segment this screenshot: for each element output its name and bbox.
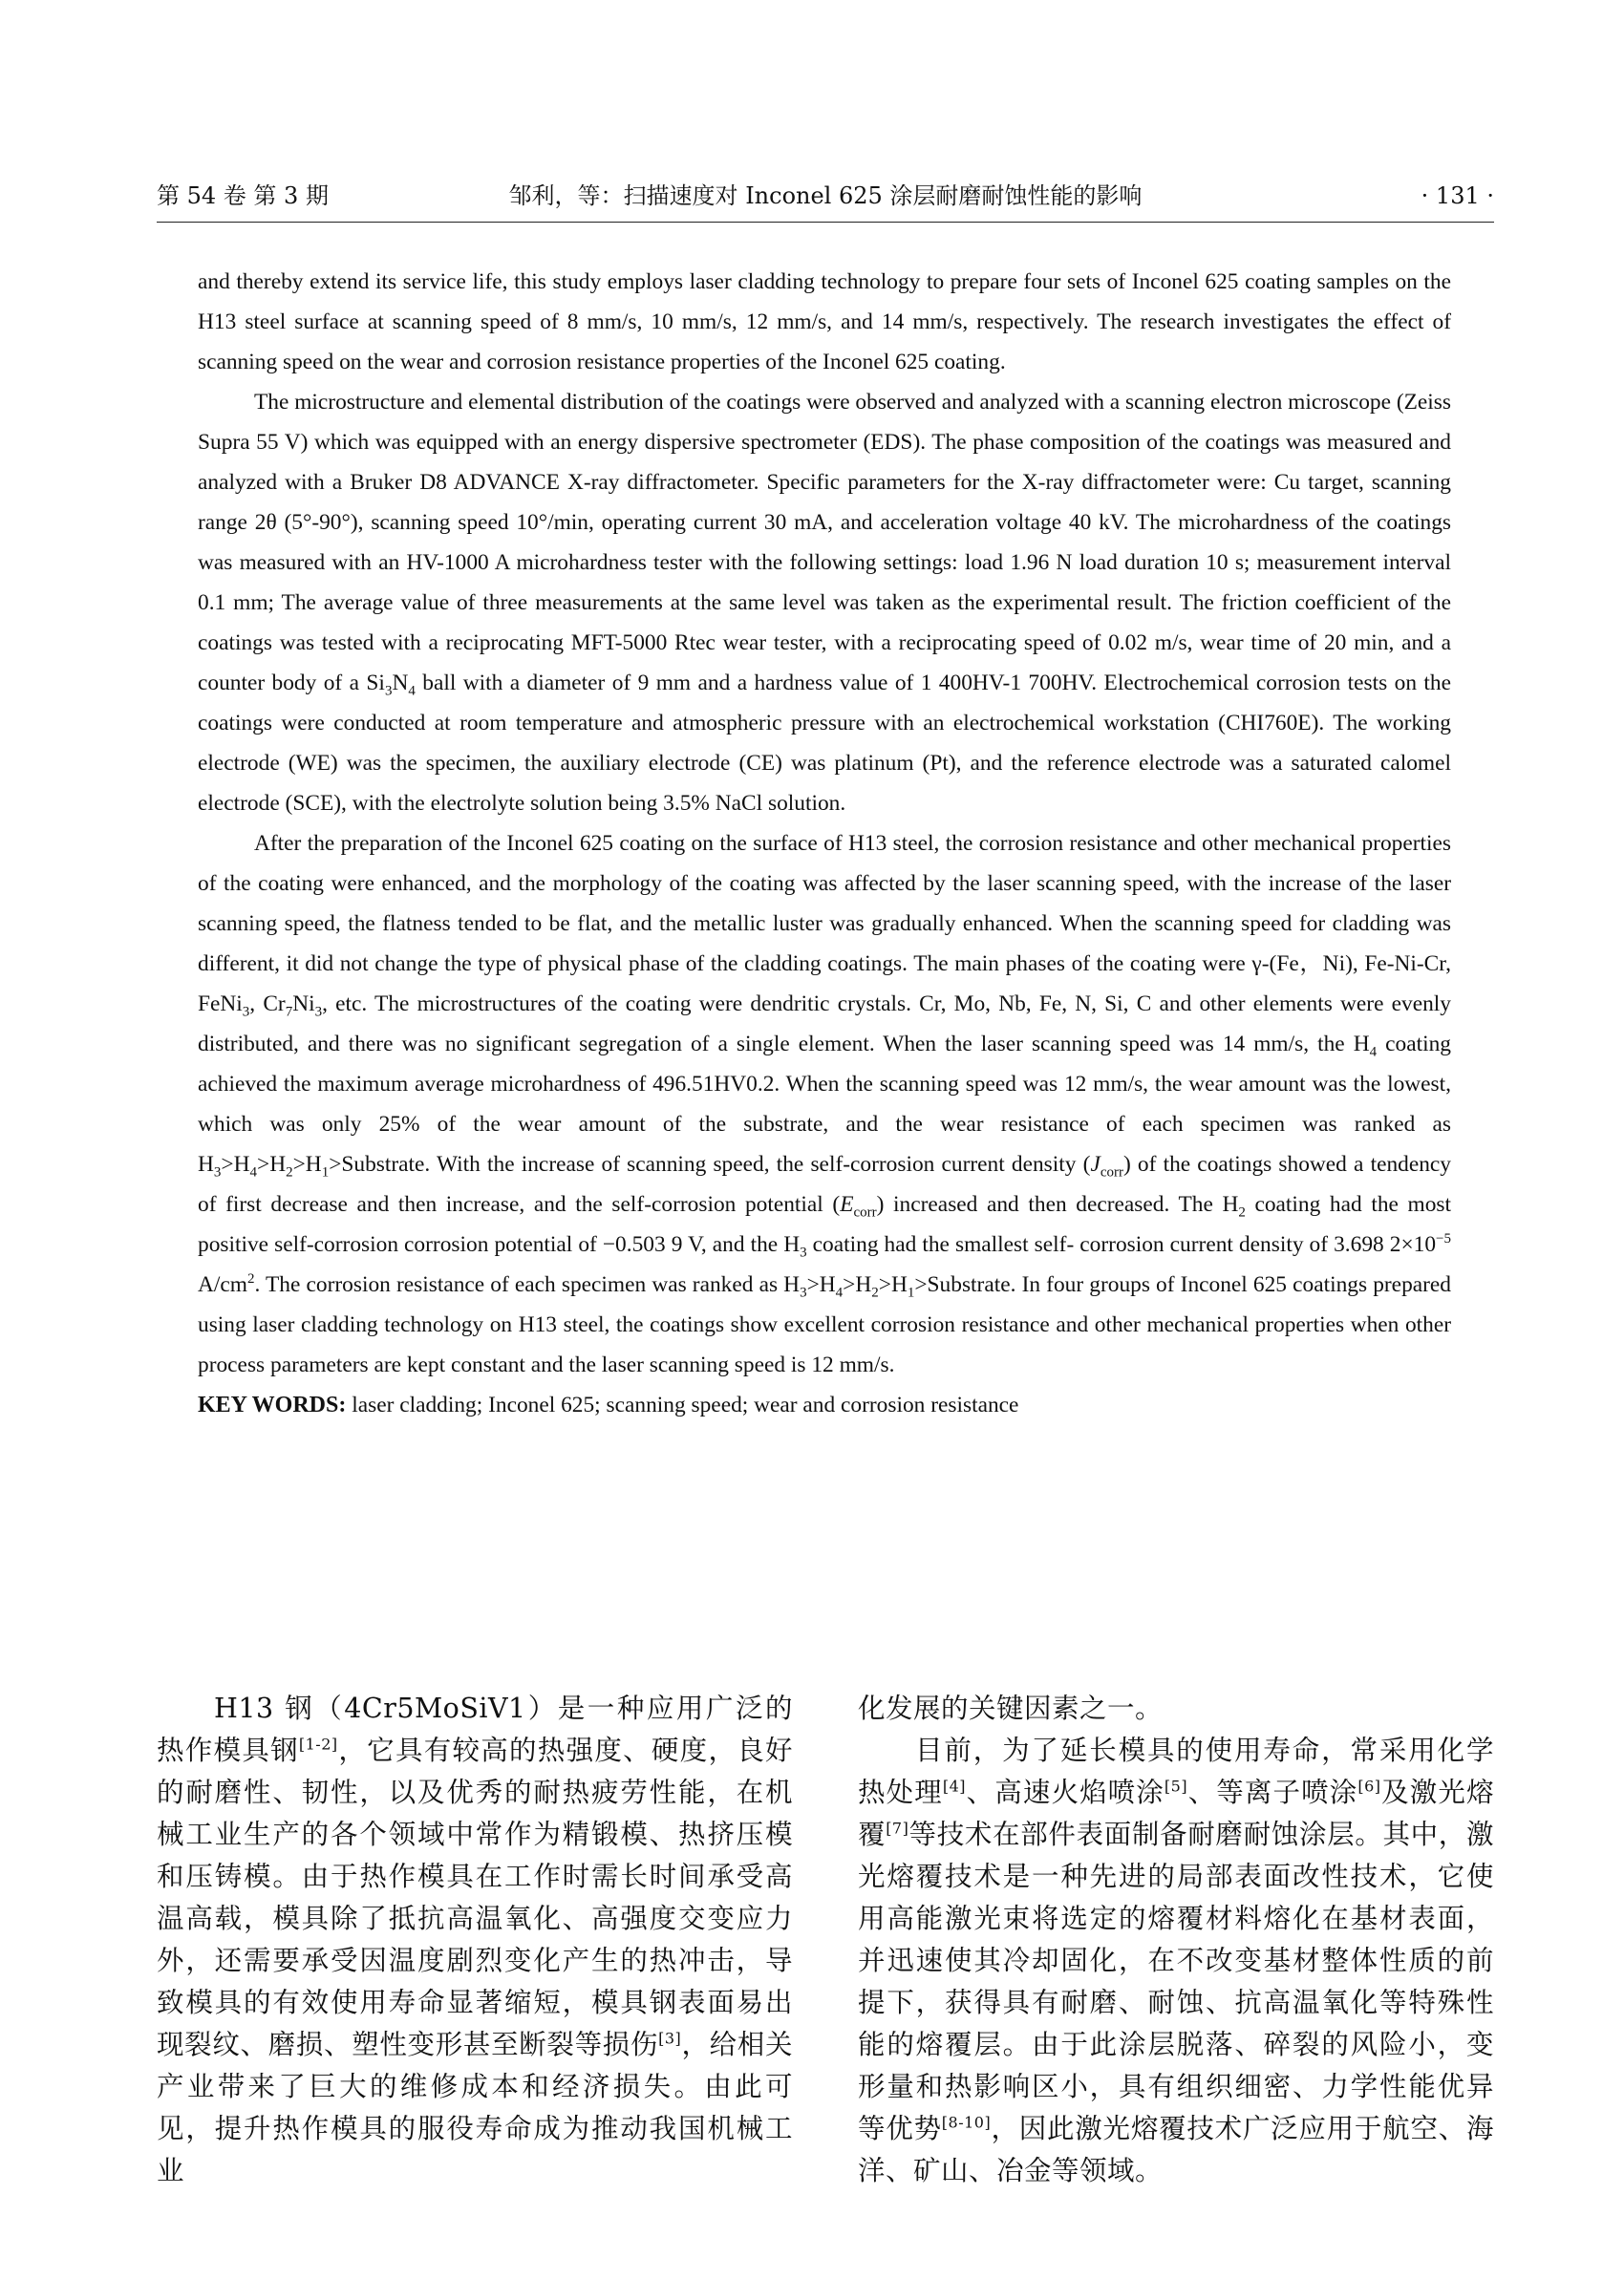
page-number: · 131 · bbox=[1421, 182, 1494, 209]
citation: [1-2] bbox=[298, 1735, 338, 1754]
abstract-paragraph-2: The microstructure and elemental distribution of the coatings were observed and analyzed with a scanning electron microscope (Zeiss Supra 55 V) which was equipped with an energy dispersive spectrometer (EDS). The phase composition of the coatings was measured and analyzed with a Bruker D8 ADVANCE X-ray diffractometer. Specific parameters for the X-ray diffractometer were: Cu target, scanning range 2θ (5°-90°), scanning speed 10°/min, operating current 30 mA, and acceleration voltage 40 kV. The microhardness of the coatings was measured with an HV-1000 A microhardness tester with the following settings: load 1.96 N load duration 10 s; measurement interval 0.1 mm; The average value of three measurements at the same level was taken as the experimental result. The friction coefficient of the coatings was tested with a reciprocating MFT-5000 Rtec wear tester, with a reciprocating speed of 0.02 m/s, wear time of 20 min, and a counter body of a $Si_3N_4$ ball with a diameter of 9 mm and a hardness value of 1 400HV-1 700HV. Electrochemical corrosion tests on the coatings were conducted at room temperature and atmospheric pressure with an electrochemical workstation (CHI760E). The working electrode (WE) was the specimen, the auxiliary electrode (CE) was platinum (Pt), and the reference electrode was a saturated calomel electrode (SCE), with the electrolyte solution being 3.5% NaCl solution. bbox=[198, 390, 1452, 816]
citation: [7] bbox=[886, 1819, 909, 1838]
body-paragraph-1: H13 钢（4Cr5MoSiV1）是一种应用广泛的热作模具钢[1-2]，它具有较高的热强度、硬度，良好的耐磨性、韧性，以及优秀的耐热疲劳性能，在机械工业生产的各个领域中常作为精锻模、热挤压模和压铸模。由于热作模具在工作时需长时间承受高温高载，模具除了抵抗高温氧化、高强度交变应力外，还需要承受因温度剧烈变化产生的热冲击，导致模具的有效使用寿命显著缩短，模具钢表面易出现裂纹、磨损、塑性变形甚至断裂等损伤[3]，给相关产业带来了巨大的维修成本和经济损失。由此可见，提升热作模具的服役寿命成为推动我国机械工业 bbox=[157, 1693, 793, 2186]
keywords bbox=[198, 1385, 1451, 1425]
header-rule bbox=[157, 222, 1494, 223]
abstract-paragraph-1: and thereby extend its service life, this study employs laser cladding technology to prepare four sets of Inconel 625 coating samples on the H13 steel surface at scanning speed of 8 mm/s, 10 mm/s, 12 mm/s, and 14 mm/s, respectively. The research investigates the effect of scanning speed on the wear and corrosion resistance properties of the Inconel 625 coating. bbox=[198, 269, 1451, 374]
citation: [8-10] bbox=[941, 2113, 992, 2132]
keywords-list: laser cladding; Inconel 625; scanning speed; wear and corrosion resistance bbox=[346, 1393, 1019, 1417]
chinese-body bbox=[157, 1688, 1494, 2186]
keywords-label: KEY WORDS: bbox=[198, 1393, 347, 1417]
body-paragraph-2: 目前，为了延长模具的使用寿命，常采用化学热处理[4]、高速火焰喷涂[5]、等离子喷涂[6]及激光熔覆[7]等技术在部件表面制备耐磨耐蚀涂层。其中，激光熔覆技术是一种先进的局部表面改性技术，它使用高能激光束将选定的熔覆材料熔化在基材表面，并迅速使其冷却固化，在不改变基材整体性质的前提下，获得具有耐磨、耐蚀、抗高温氧化等特殊性能的熔覆层。由于此涂层脱落、碎裂的风险小，变形量和热影响区小，具有组织细密、力学性能优异等优势[8-10]，因此激光熔覆技术广泛应用于航空、海洋、矿山、冶金等领域。 bbox=[858, 1735, 1494, 2186]
article-running-title: 邹利，等：扫描速度对 Inconel 625 涂层耐磨耐蚀性能的影响 bbox=[508, 182, 1143, 209]
citation: [3] bbox=[658, 2029, 682, 2048]
volume-issue: 第 54 卷 第 3 期 bbox=[157, 182, 329, 209]
body-column-right bbox=[858, 1688, 1494, 2192]
citation: [5] bbox=[1164, 1777, 1188, 1796]
citation: [4] bbox=[942, 1777, 967, 1796]
body-paragraph-1-end: 化发展的关键因素之一。 bbox=[858, 1693, 1164, 1724]
citation: [6] bbox=[1357, 1777, 1381, 1796]
abstract-paragraph-3: After the preparation of the Inconel 625 coating on the surface of H13 steel, the corrosion resistance and other mechanical properties of the coating were enhanced, and the morphology of the coating was affected by the laser scanning speed, with the increase of the laser scanning speed, the flatness tended to be flat, and the metallic luster was gradually enhanced. When the scanning speed for cladding was different, it did not change the type of physical phase of the cladding coatings. The main phases of the coating were γ-(Fe，Ni), Fe-Ni-Cr, FeNi$_3$, $Cr_7Ni_3$, etc. The microstructures of the coating were dendritic crystals. Cr, Mo, Nb, Fe, N, Si, C and other elements were evenly distributed, and there was no significant segregation of a single element. When the laser scanning speed was 14 mm/s, the $H_4$ coating achieved the maximum average microhardness of 496.51HV0.2. When the scanning speed was 12 mm/s, the wear amount was the lowest, which was only 25% of the wear amount of the substrate, and the wear resistance of each specimen was ranked as $H_3>H_4>H_2>H_1>Substrate$. With the increase of scanning speed, the self-corrosion current density $(J_{corr})$ of the coatings showed a tendency of first decrease and then increase, and the self-corrosion potential $(E_{corr})$ increased and then decreased. The $H_2$ coating had the most positive self-corrosion corrosion potential of −0.503 9 V, and the $H_3$ coating had the smallest self- corrosion current density of 3.698 $2\times 10^{-5}$ $A/cm^2$. The corrosion resistance of each specimen was ranked as $H_3>H_4>H_2>H_1>Substrate$. In four groups of Inconel 625 coatings prepared using laser cladding technology on H13 steel, the coatings show excellent corrosion resistance and other mechanical properties when other process parameters are kept constant and the laser scanning speed is 12 mm/s. bbox=[198, 831, 1452, 1377]
english-abstract bbox=[198, 262, 1451, 1425]
running-header bbox=[157, 176, 1494, 220]
body-column-left bbox=[157, 1688, 793, 2192]
